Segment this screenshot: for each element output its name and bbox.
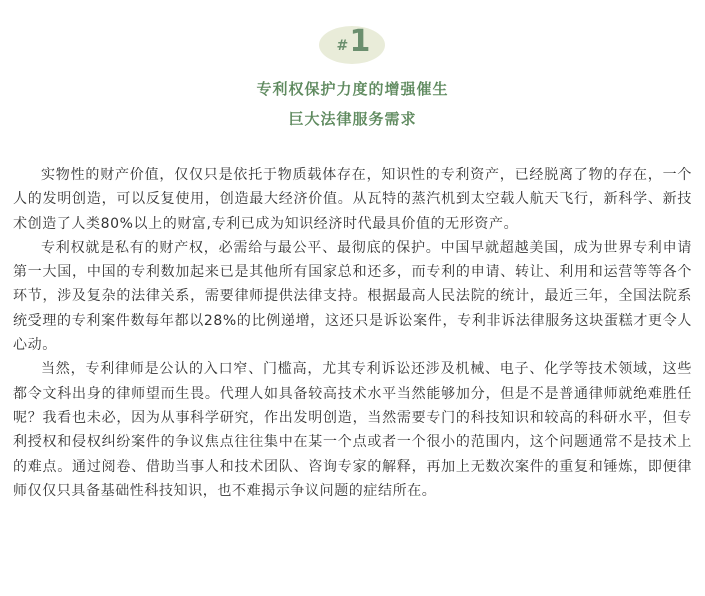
badge-hash-symbol: # (336, 38, 349, 54)
paragraph-2: 专利权就是私有的财产权，必需给与最公平、最彻底的保护。中国早就超越美国，成为世界专利申请第一大国，中国的专利数加起来已是其他所有国家总和还多，而专利的申请、转让、利用和运营等等各个环节，涉及复杂的法律关系，需要律师提供法律支持。根据最高人民法院的统计，最近三年，全国法院系统受理的专利案件数每年都以28%的比例递增，这还只是诉讼案件，专利非诉法律服务这块蛋糕才更令人心动。 (13, 239, 692, 354)
badge-number: 1 (349, 24, 371, 59)
section-number-badge (319, 26, 385, 64)
article-body (13, 163, 692, 503)
section-badge-wrapper (0, 26, 705, 70)
paragraph-1: 实物性的财产价值，仅仅只是依托于物质载体存在，知识性的专利资产，已经脱离了物的存在，一个人的发明创造，可以反复使用，创造最大经济价值。从瓦特的蒸汽机到太空载人航天飞行，新科学、新技术创造了人类80%以上的财富,专利已成为知识经济时代最具价值的无形资产。 (13, 167, 692, 232)
paragraph-3: 当然，专利律师是公认的入口窄、门槛高，尤其专利诉讼还涉及机械、电子、化学等技术领域，这些都令文科出身的律师望而生畏。代理人如具备较高技术水平当然能够加分，但是不是普通律师就绝难胜任呢？我看也未必，因为从事科学研究，作出发明创造，当然需要专门的科技知识和较高的科研水平，但专利授权和侵权纠纷案件的争议焦点往往集中在某一个点或者一个很小的范围内，这个问题通常不是技术上的难点。通过阅卷、借助当事人和技术团队、咨询专家的解释，再加上无数次案件的重复和锤炼，即便律师仅仅只具备基础性科技知识，也不难揭示争议问题的症结所在。 (13, 361, 692, 499)
section-title-line-2: 巨大法律服务需求 (288, 110, 417, 128)
section-title-line-1: 专利权保护力度的增强催生 (256, 80, 449, 98)
